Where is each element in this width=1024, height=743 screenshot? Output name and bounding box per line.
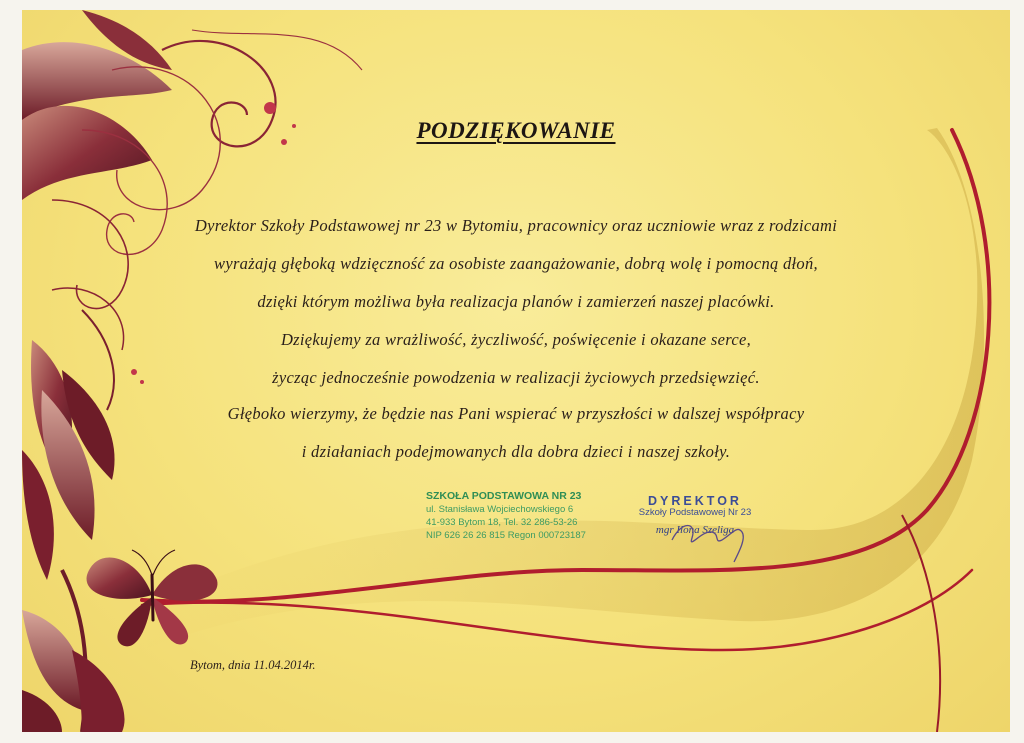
body-line-3: dzięki którym możliwa była realizacja planów i zamierzeń naszej placówki.	[257, 292, 775, 311]
butterfly-ornament-icon	[77, 535, 227, 655]
signature-mark-icon	[662, 510, 762, 570]
body-line-6: Głęboko wierzymy, że będzie nas Pani wspierać w przyszłości w dalszej współpracy	[227, 404, 805, 423]
director-title: DYREKTOR	[648, 494, 742, 508]
stamp-ids: NIP 626 26 26 815 Regon 000723187	[426, 530, 586, 541]
body-line-7: i działaniach podejmowanych dla dobra dzieci i naszej szkoły.	[301, 442, 731, 461]
body-line-4: Dziękujemy za wrażliwość, życzliwość, poświęcenie i okazane serce,	[280, 330, 752, 349]
body-line-2: wyrażają głęboką wdzięczność za osobiste zaangażowanie, dobrą wolę i pomocną dłoń,	[214, 254, 818, 273]
body-line-5: życząc jednocześnie powodzenia w realizacji życiowych przedsięwzięć.	[272, 368, 760, 387]
document-date: Bytom, dnia 11.04.2014r.	[190, 658, 316, 672]
body-line-1: Dyrektor Szkoły Podstawowej nr 23 w Bytomiu, pracownicy oraz uczniowie wraz z rodzicami	[194, 216, 838, 235]
certificate-sheet	[22, 10, 1010, 732]
director-name: mgr Ilona Szeliga	[655, 524, 735, 536]
page-title: PODZIĘKOWANIE	[416, 118, 616, 143]
school-stamp	[420, 490, 620, 542]
stamp-street: ul. Stanisława Wojciechowskiego 6	[426, 504, 574, 515]
stamp-school-name: SZKOŁA PODSTAWOWA NR 23	[426, 490, 582, 502]
director-subtitle: Szkoły Podstawowej Nr 23	[638, 507, 752, 518]
stamp-city-phone: 41-933 Bytom 18, Tel. 32 286-53-26	[426, 517, 578, 528]
